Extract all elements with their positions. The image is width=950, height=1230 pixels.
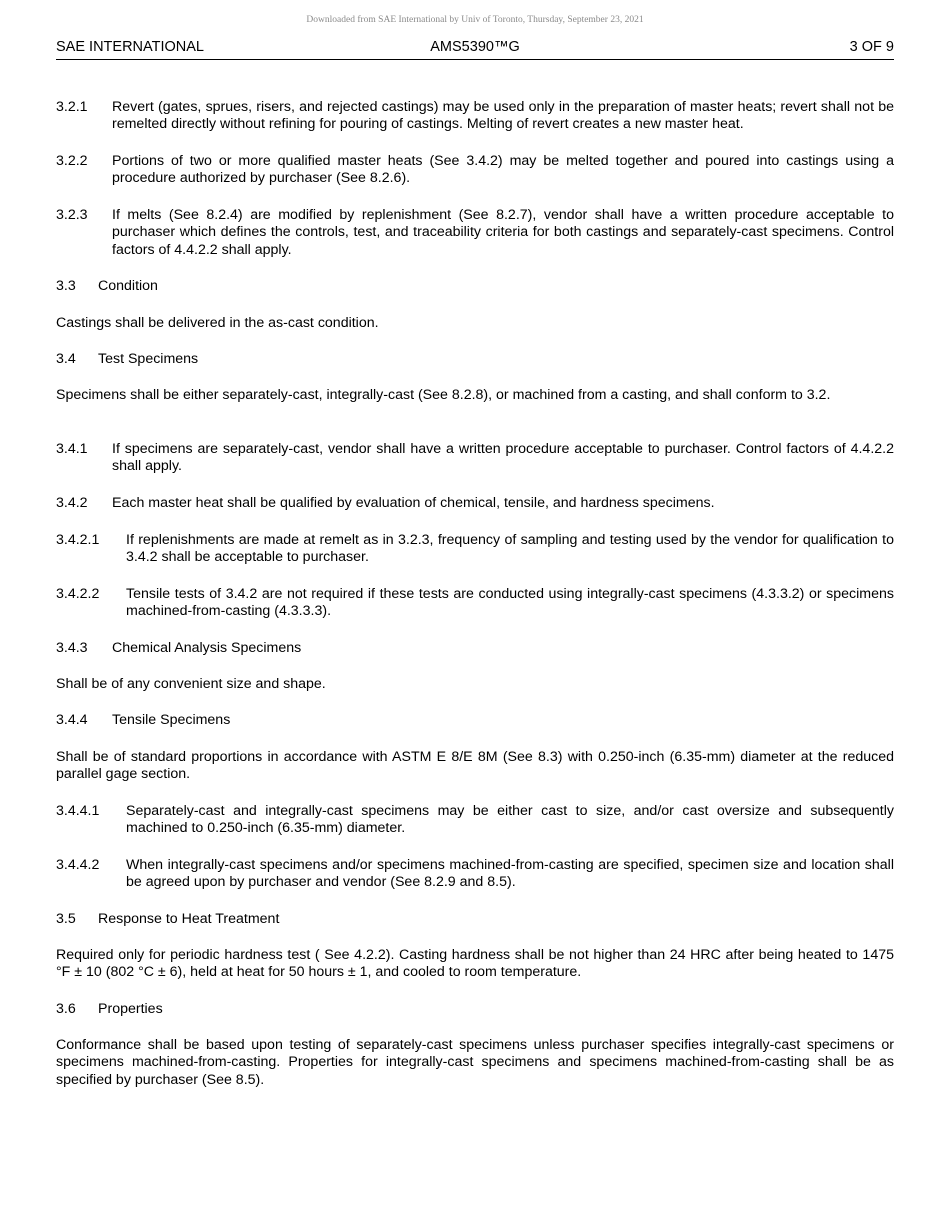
paragraph-3-4-4-1 <box>56 803 894 838</box>
paragraph-3-4-2-1 <box>56 532 894 567</box>
section-number: 3.5 <box>56 911 76 927</box>
paragraph-3-5: Required only for periodic hardness test ( See 4.2.2). Casting hardness shall be not higher than 24 HRC after being heated to 1475 °F ± 10 (802 °C ± 6), held at heat for 50 hours ± 1, and cooled to room temperature. <box>56 947 894 981</box>
paragraph-3-2-2 <box>56 153 894 188</box>
paragraph-3-4-2 <box>56 495 894 512</box>
paragraph-text: If melts (See 8.2.4) are modified by replenishment (See 8.2.7), vendor shall have a written procedure acceptable to purchaser which defines the controls, test, and traceability criteria for both castings and separately-cast specimens. Control factors of 4.4.2.2 shall apply. <box>112 207 894 258</box>
paragraph-text: Separately-cast and integrally-cast specimens may be either cast to size, and/or cast oversize and subsequently machined to 0.250-inch (6.35-mm) diameter. <box>126 803 894 837</box>
section-number: 3.2.3 <box>56 207 88 223</box>
section-number: 3.4.4.2 <box>56 857 100 873</box>
paragraph-text: If specimens are separately-cast, vendor shall have a written procedure acceptable to purchaser. Control factors of 4.4.2.2 shall apply. <box>112 441 894 475</box>
paragraph-3-4-3: Shall be of any convenient size and shape. <box>56 676 326 692</box>
section-number: 3.4.2.2 <box>56 586 100 602</box>
heading-3-6 <box>56 1001 894 1018</box>
paragraph-3-4-4-2 <box>56 857 894 892</box>
section-title: Test Specimens <box>98 351 199 367</box>
paragraph-text: When integrally-cast specimens and/or specimens machined-from-casting are specified, specimen size and location shall be agreed upon by purchaser and vendor (See 8.2.9 and 8.5). <box>126 857 894 891</box>
page-header <box>56 39 894 60</box>
paragraph-text: Revert (gates, sprues, risers, and rejected castings) may be used only in the preparation of master heats; revert shall not be remelted directly without refining for pouring of castings. Melting of revert creates a new master heat. <box>112 99 894 133</box>
section-title: Tensile Specimens <box>112 712 231 728</box>
paragraph-text: Portions of two or more qualified master heats (See 3.4.2) may be melted together and poured into castings using a procedure authorized by purchaser (See 8.2.6). <box>112 153 894 187</box>
section-number: 3.2.2 <box>56 153 88 169</box>
section-title: Response to Heat Treatment <box>98 911 280 927</box>
section-number: 3.4 <box>56 351 76 367</box>
paragraph-3-4-2-2 <box>56 586 894 621</box>
heading-3-4 <box>56 351 894 368</box>
section-number: 3.6 <box>56 1001 76 1017</box>
header-organization: SAE INTERNATIONAL <box>56 39 204 55</box>
section-number: 3.4.3 <box>56 640 88 656</box>
section-title: Chemical Analysis Specimens <box>112 640 302 656</box>
paragraph-3-4: Specimens shall be either separately-cast, integrally-cast (See 8.2.8), or machined from a casting, and shall conform to 3.2. <box>56 387 831 403</box>
header-page-number: 3 OF 9 <box>849 39 894 55</box>
header-document-number: AMS5390™G <box>430 39 520 55</box>
download-watermark: Downloaded from SAE International by Univ of Toronto, Thursday, September 23, 2021 <box>306 15 644 25</box>
paragraph-3-2-3 <box>56 207 894 259</box>
section-number: 3.4.2 <box>56 495 88 511</box>
paragraph-text: If replenishments are made at remelt as in 3.2.3, frequency of sampling and testing used by the vendor for qualification to 3.4.2 shall be acceptable to purchaser. <box>126 532 894 566</box>
heading-3-5 <box>56 911 894 928</box>
paragraph-3-4-1 <box>56 441 894 476</box>
section-number: 3.3 <box>56 278 76 294</box>
section-title: Condition <box>98 278 158 294</box>
paragraph-3-4-4: Shall be of standard proportions in accordance with ASTM E 8/E 8M (See 8.3) with 0.250-inch (6.35-mm) diameter at the reduced parallel gage section. <box>56 749 894 783</box>
paragraph-3-3: Castings shall be delivered in the as-cast condition. <box>56 315 379 331</box>
section-number: 3.4.4.1 <box>56 803 100 819</box>
paragraph-text: Each master heat shall be qualified by evaluation of chemical, tensile, and hardness specimens. <box>112 495 715 511</box>
section-number: 3.4.4 <box>56 712 88 728</box>
section-title: Properties <box>98 1001 163 1017</box>
heading-3-3 <box>56 278 894 295</box>
heading-3-4-3 <box>56 640 894 657</box>
section-number: 3.4.2.1 <box>56 532 100 548</box>
section-number: 3.2.1 <box>56 99 88 115</box>
paragraph-3-2-1 <box>56 99 894 134</box>
section-number: 3.4.1 <box>56 441 88 457</box>
heading-3-4-4 <box>56 712 894 729</box>
paragraph-text: Tensile tests of 3.4.2 are not required if these tests are conducted using integrally-cast specimens (4.3.3.2) or specimens machined-from-casting (4.3.3.3). <box>126 586 894 620</box>
paragraph-3-6: Conformance shall be based upon testing of separately-cast specimens unless purchaser specifies integrally-cast specimens or specimens machined-from-casting. Properties for integrally-cast specimens and specimens machined-from-casting shall be as specified by purchaser (See 8.5). <box>56 1037 894 1088</box>
